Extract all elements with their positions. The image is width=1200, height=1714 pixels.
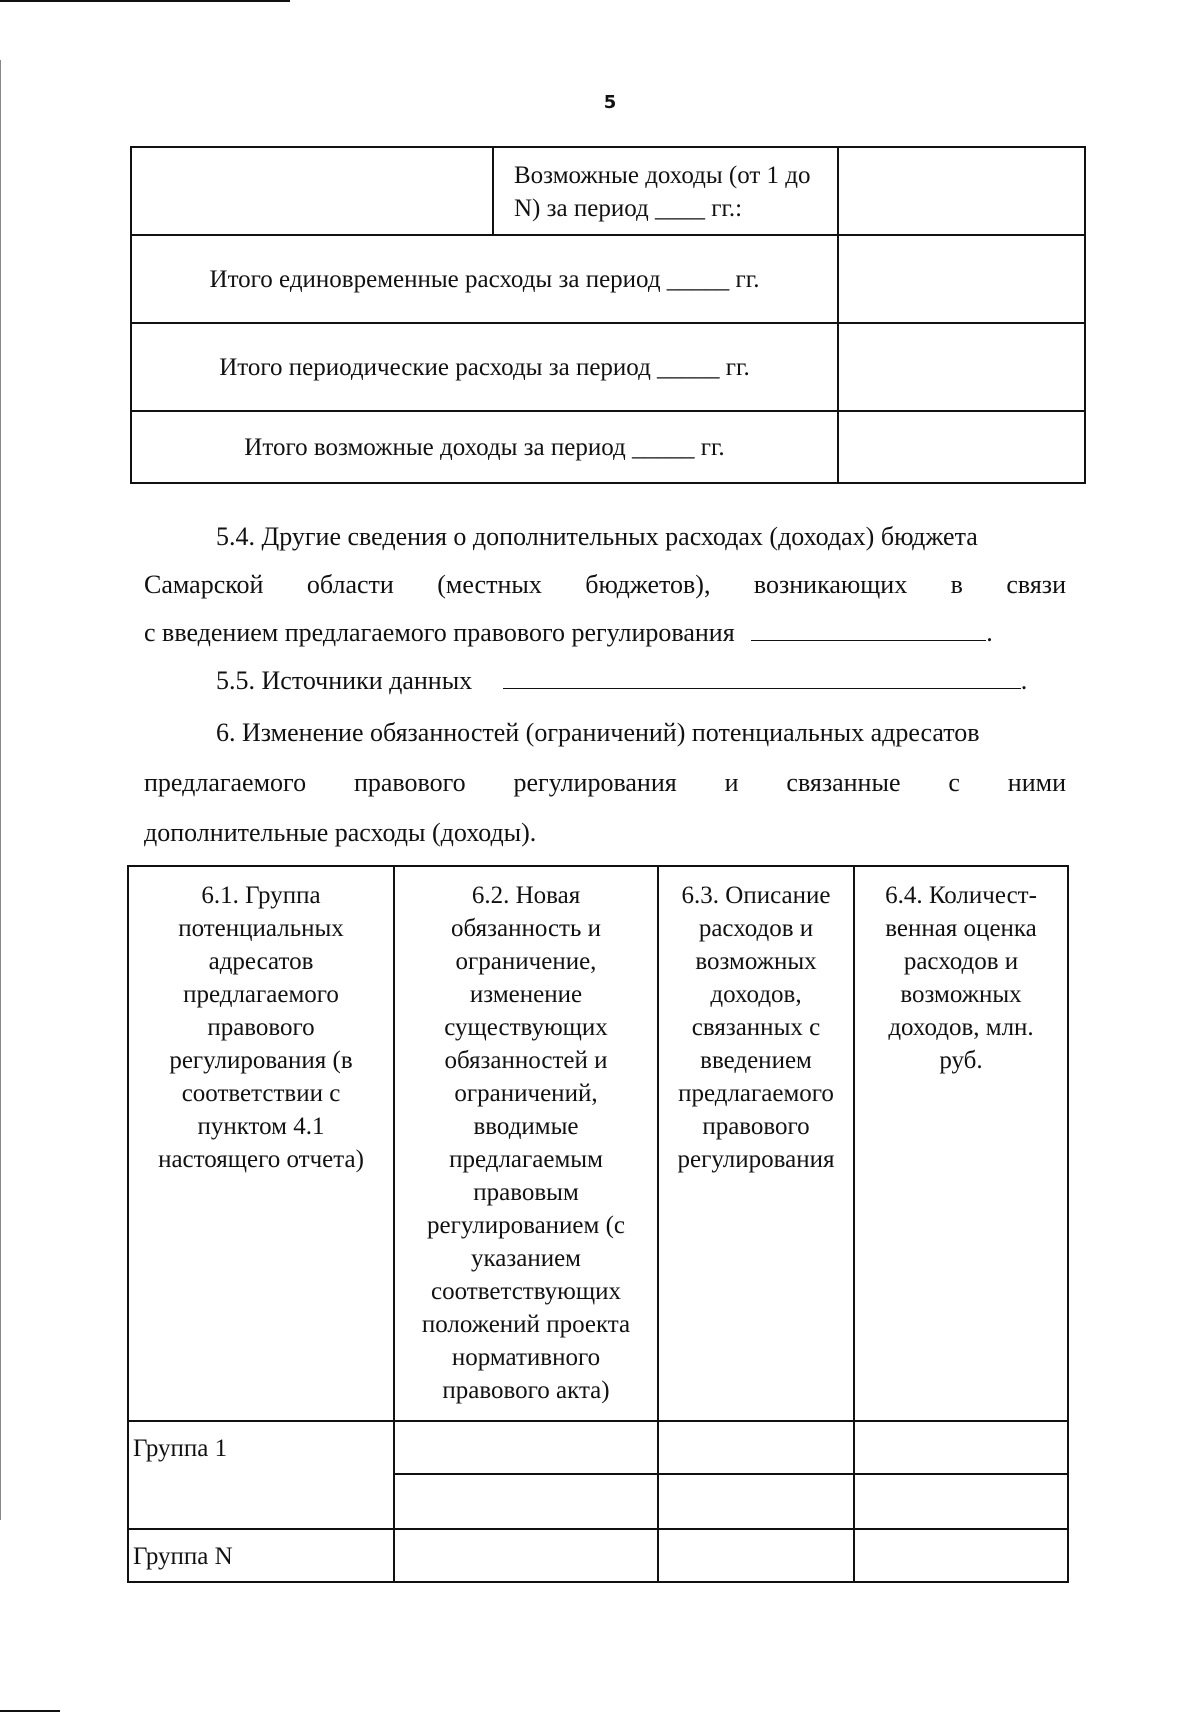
page-number: 5 [603,92,617,113]
budget-totals-table [130,146,1086,484]
header-obligation-label: 6.2. Новая обязанность и ограничение, изменение существующих обязанностей и ограничений, вводимые предлагаемым правовым регулированием (с указанием соответствующих положений проекта нормативного правового акта) [421,882,631,1404]
scan-mark [0,1710,60,1712]
income-range-cell [493,147,838,235]
empty-cell [131,147,493,235]
header-group-label: 6.1. Группа потенциальных адресатов предлагаемого правового регулирования (в соответствии с пунктом 4.1 настоящего отчета) [158,882,364,1173]
total-income-cell [131,411,838,483]
fill-in-blank [751,614,986,641]
table-row [128,1421,394,1529]
empty-cell [658,1529,854,1582]
section-6-line3: дополнительные расходы (доходы). [144,818,537,847]
empty-cell [394,1421,658,1474]
section-6-line2: предлагаемого правового регулирования и связанные с ними [144,768,1066,797]
empty-cell [854,1474,1068,1529]
group-n-label: Группа N [133,1543,233,1570]
header-description-label: 6.3. Описание расходов и возможных доходов, связанных с введением предлагаемого правового регулирования [677,882,835,1173]
empty-cell [658,1474,854,1529]
empty-cell [658,1421,854,1474]
total-one-time-label: Итого единовременные расходы за период _____ гг. [209,265,760,293]
value-cell [838,323,1085,411]
income-range-label: Возможные доходы (от 1 до N) за период ____ гг.: [514,162,811,222]
section-5-5-label: 5.5. Источники данных [216,666,473,695]
empty-cell [394,1474,658,1529]
section-5-5-row: 5.5. Источники данных . [144,657,1066,705]
obligations-table [127,865,1069,1583]
value-cell [838,147,1085,235]
empty-cell [394,1529,658,1582]
group-1-label: Группа 1 [133,1435,228,1462]
empty-cell [854,1529,1068,1582]
scan-mark [0,60,1,1520]
section-6-line1: 6. Изменение обязанностей (ограничений) потенциальных адресатов [216,718,980,747]
fill-in-blank [503,662,1021,689]
table-row [128,1529,394,1582]
header-estimate-label: 6.4. Количест-венная оценка расходов и возможных доходов, млн. руб. [885,882,1037,1074]
header-estimate [854,866,1068,1421]
total-periodic-cell [131,323,838,411]
header-group [128,866,394,1421]
header-description [658,866,854,1421]
total-periodic-label: Итого периодические расходы за период _____ гг. [219,353,750,381]
scan-mark [0,0,290,2]
empty-cell [854,1421,1068,1474]
value-cell [838,235,1085,323]
section-5-4-line2: Самарской области (местных бюджетов), возникающих в связи [144,570,1066,599]
value-cell [838,411,1085,483]
section-5-4-line3: с введением предлагаемого правового регулирования [144,618,735,647]
total-income-label: Итого возможные доходы за период _____ гг. [244,433,725,461]
header-obligation [394,866,658,1421]
section-5-4-line1: 5.4. Другие сведения о дополнительных расходах (доходах) бюджета [216,522,978,551]
section-5-4-line3-row: с введением предлагаемого правового регулирования . [144,609,1066,657]
total-one-time-cell [131,235,838,323]
